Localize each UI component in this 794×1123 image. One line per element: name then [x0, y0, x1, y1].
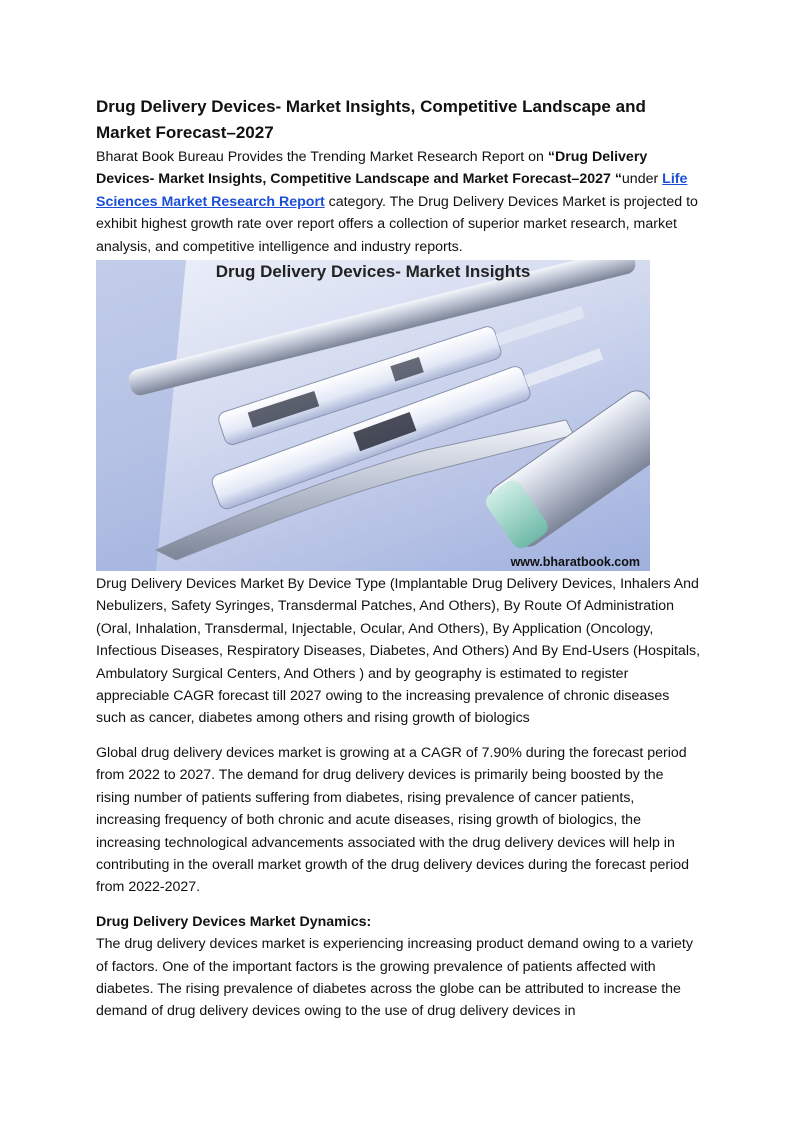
intro-text-a: Bharat Book Bureau Provides the Trending Market Research Report on [96, 149, 548, 165]
intro-text-c: category. The Drug Delivery Devices Market is projected to exhibit highest growth rate over report offers a collection of superior market research, market analysis, and competitive intelligence and industry reports. [96, 193, 698, 255]
scope-paragraph: Drug Delivery Devices Market By Device Type (Implantable Drug Delivery Devices, Inhalers And Nebulizers, Safety Syringes, Transdermal Patches, And Others), By Route Of Administration (Oral, Inhalation, Transdermal, Injectable, Ocular, And Others), By Application (Oncology, Infectious Diseases, Respiratory Diseases, Diabetes, And Others) And By End-Users (Hospitals, Ambulatory Surgical Centers, And Others ) and by geography is estimated to register appreciable CAGR forecast till 2027 owing to the increasing prevalence of chronic diseases such as cancer, diabetes among others and rising growth of biologics [96, 576, 701, 727]
document-page [96, 94, 700, 1023]
document-title: Drug Delivery Devices- Market Insights, Competitive Landscape and Market Forecast–2027 [96, 97, 646, 142]
syringe-illustration [96, 260, 650, 571]
image-watermark: www.bharatbook.com [510, 555, 640, 570]
dynamics-paragraph: The drug delivery devices market is experiencing increasing product demand owing to a variety of factors. One of the important factors is the growing prevalence of patients affected with diabetes. The rising prevalence of diabetes across the globe can be attributed to increase the demand of drug delivery devices owing to the use of drug delivery devices in [96, 936, 693, 1020]
category-link[interactable]: Life Sciences Market Research Report [96, 171, 688, 210]
intro-bold-title: “Drug Delivery Devices- Market Insights, Competitive Landscape and Market Forecast–2027 “ [96, 149, 648, 188]
image-title: Drug Delivery Devices- Market Insights [215, 262, 531, 282]
report-cover-image [96, 260, 650, 571]
intro-text-b: under [621, 171, 663, 188]
dynamics-heading: Drug Delivery Devices Market Dynamics: [96, 913, 372, 930]
intro-paragraph [96, 146, 700, 258]
global-market-paragraph: Global drug delivery devices market is growing at a CAGR of 7.90% during the forecast period from 2022 to 2027. The demand for drug delivery devices is primarily being boosted by the rising number of patients suffering from diabetes, rising prevalence of cancer patients, increasing frequency of both chronic and acute diseases, rising growth of biologics, the increasing technological advancements associated with the drug delivery devices will help in contributing in the overall market growth of the drug delivery devices during the forecast period from 2022-2027. [96, 744, 690, 896]
